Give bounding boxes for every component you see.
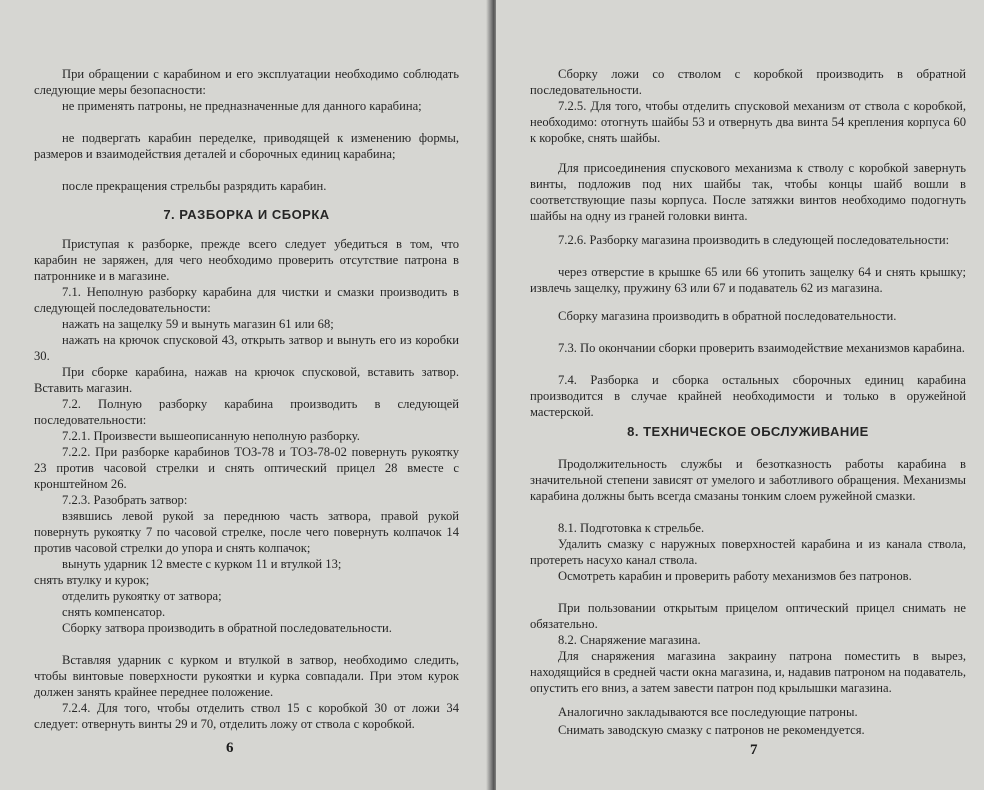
section8-para: 8.1. Подготовка к стрельбе. xyxy=(558,521,705,535)
section8-para: 8.2. Снаряжение магазина. xyxy=(558,633,701,647)
assembly-para: Сборку магазина производить в обратной последовательности. xyxy=(558,309,897,323)
section7-para: 7.2.2. При разборке карабинов ТОЗ-78 и ТОЗ-78-02 повернуть рукоятку 23 против часовой стрелки и снять оптический прицел 28 вместе с кронштейном 26. xyxy=(34,445,459,492)
section8-para: Снимать заводскую смазку с патронов не рекомендуется. xyxy=(558,723,865,737)
section7-para: 7.1. Неполную разборку карабина для чистки и смазки производить в следующей последовательности: xyxy=(34,285,459,316)
section8-para: Осмотреть карабин и проверить работу механизмов без патронов. xyxy=(558,569,912,583)
safety-item-3: после прекращения стрельбы разрядить карабин. xyxy=(62,179,327,193)
page-number: 6 xyxy=(226,740,234,756)
section7-para: 7.2.4. Для того, чтобы отделить ствол 15 с коробкой 30 от ложи 34 следует: отвернуть винты 29 и 70, отделить ложу от ствола с коробкой. xyxy=(34,701,459,732)
safety-intro: При обращении с карабином и его эксплуатации необходимо соблюдать следующие меры безопасности: xyxy=(34,67,459,98)
section7-para: снять компенсатор. xyxy=(62,605,166,619)
section7-para: снять втулку и курок; xyxy=(34,573,150,587)
safety-item-2: не подвергать карабин переделке, приводящей к изменению формы, размеров и взаимодействия деталей и сборочных единиц карабина; xyxy=(34,131,459,162)
safety-item-1: не применять патроны, не предназначенные для данного карабина; xyxy=(62,99,422,113)
section7-para: При сборке карабина, нажав на крючок спусковой, вставить затвор. Вставить магазин. xyxy=(34,365,459,396)
page-number: 7 xyxy=(750,742,758,758)
section7-para: взявшись левой рукой за переднюю часть затвора, правой рукой повернуть рукоятку 7 по часовой стрелке, после чего повернуть колпачок 14 против часовой стрелки до упора и снять колпачок; xyxy=(34,509,459,556)
assembly-para: 7.4. Разборка и сборка остальных сборочных единиц карабина производится в случае крайней необходимости и только в оружейной мастерской. xyxy=(530,373,966,420)
section8-para: При пользовании открытым прицелом оптический прицел снимать не обязательно. xyxy=(530,601,966,632)
assembly-para: 7.3. По окончании сборки проверить взаимодействие механизмов карабина. xyxy=(558,341,965,355)
section8-para: Удалить смазку с наружных поверхностей карабина и из канала ствола, протереть насухо канал ствола. xyxy=(530,537,966,568)
section7-para: 7.2. Полную разборку карабина производить в следующей последовательности: xyxy=(34,397,459,428)
section7-para: Сборку затвора производить в обратной последовательности. xyxy=(62,621,392,635)
section8-para: Аналогично закладываются все последующие патроны. xyxy=(558,705,858,719)
section7-para: отделить рукоятку от затвора; xyxy=(62,589,222,603)
assembly-para: 7.2.6. Разборку магазина производить в следующей последовательности: xyxy=(558,233,950,247)
left-page xyxy=(0,0,490,790)
assembly-para: 7.2.5. Для того, чтобы отделить спусковой механизм от ствола с коробкой, необходимо: отогнуть шайбы 53 и отвернуть два винта 54 крепления корпуса 60 к коробке, снять шайбы. xyxy=(530,99,966,146)
section8-para: Для снаряжения магазина закраину патрона поместить в вырез, находящийся в средней части окна магазина, и, надавив патроном на подаватель, опустить его вниз, а затем завести патрон под крылышки магазина. xyxy=(530,649,966,696)
section7-para: Приступая к разборке, прежде всего следует убедиться в том, что карабин не заряжен, для чего необходимо проверить отсутствие патрона в патроннике и в магазине. xyxy=(34,237,459,284)
section7-para: 7.2.3. Разобрать затвор: xyxy=(62,493,188,507)
assembly-para: через отверстие в крышке 65 или 66 утопить защелку 64 и снять крышку; извлечь защелку, пружину 63 или 67 и подаватель 62 из магазина. xyxy=(530,265,966,296)
section7-para: вынуть ударник 12 вместе с курком 11 и втулкой 13; xyxy=(62,557,342,571)
section8-para: Продолжительность службы и безотказность работы карабина в значительной степени зависят от умелого и заботливого обращения. Механизмы карабина должны быть всегда смазаны тонким слоем ружейной смазки. xyxy=(530,457,966,504)
section-title-7: 7. РАЗБОРКА И СБОРКА xyxy=(163,207,330,222)
assembly-para: Сборку ложи со стволом с коробкой производить в обратной последовательности. xyxy=(530,67,966,98)
assembly-para: Для присоединения спускового механизма к стволу с коробкой завернуть винты, подложив под них шайбы так, чтобы концы шайб вошли в соответствующие пазы корпуса. После затяжки винтов необходимо подогнуть шайбы на одну из граней головки винта. xyxy=(530,161,966,224)
section7-para: Вставляя ударник с курком и втулкой в затвор, необходимо следить, чтобы винтовые поверхности рукоятки и курка совпадали. При этом курок должен занять крайнее переднее положение. xyxy=(34,653,459,700)
section-title-8: 8. ТЕХНИЧЕСКОЕ ОБСЛУЖИВАНИЕ xyxy=(627,424,869,439)
section7-para: нажать на крючок спусковой 43, открыть затвор и вынуть его из коробки 30. xyxy=(34,333,459,364)
section7-para: нажать на защелку 59 и вынуть магазин 61 или 68; xyxy=(62,317,334,331)
section7-para: 7.2.1. Произвести вышеописанную неполную разборку. xyxy=(62,429,360,443)
right-page xyxy=(496,0,984,790)
